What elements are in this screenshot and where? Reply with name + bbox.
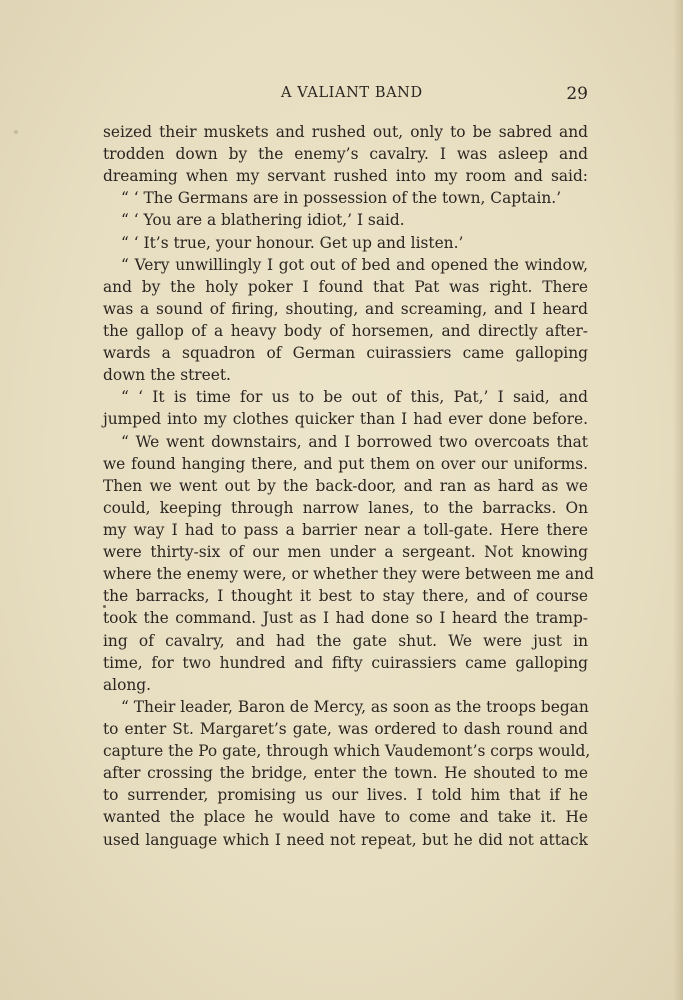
text-line: and by the holy poker I found that Pat was right. There (103, 277, 588, 296)
text-line: took the command. Just as I had done so I heard the tramp- (103, 609, 588, 628)
text-line: dreaming when my servant rushed into my room and said: (103, 167, 588, 186)
text-line: the gallop of a heavy body of horsemen, and directly after- (103, 321, 588, 340)
text-line: “ ‘ It is time for us to be out of this, Pat,’ I said, and (121, 388, 588, 407)
body-text (103, 121, 594, 851)
text-line: were thirty-six of our men under a sergeant. Not knowing (103, 543, 588, 562)
text-line: we found hanging there, and put them on over our uniforms. (103, 454, 588, 473)
text-line: down the street. (103, 366, 231, 385)
page-edge-shadow (673, 0, 683, 1000)
text-line: my way I had to pass a barrier near a toll-gate. Here there (103, 520, 588, 539)
text-line: to enter St. Margaret’s gate, was ordered to dash round and (103, 719, 588, 738)
text-line: ing of cavalry, and had the gate shut. We were just in (103, 631, 588, 650)
running-header (103, 85, 588, 109)
ink-speck (103, 605, 106, 608)
text-line: was a sound of firing, shouting, and screaming, and I heard (103, 299, 588, 318)
text-line: “ We went downstairs, and I borrowed two overcoats that (121, 432, 588, 451)
paper-speck (14, 130, 18, 134)
text-line: used language which I need not repeat, but he did not attack (103, 830, 588, 849)
text-line: “ Very unwillingly I got out of bed and opened the window, (121, 255, 588, 274)
text-line: to surrender, promising us our lives. I told him that if he (103, 786, 588, 805)
text-line: wanted the place he would have to come and take it. He (103, 808, 588, 827)
text-line: time, for two hundred and fifty cuirassiers came galloping (103, 653, 588, 672)
text-line: trodden down by the enemy’s cavalry. I was asleep and (103, 145, 588, 164)
text-line: could, keeping through narrow lanes, to the barracks. On (103, 498, 588, 517)
text-line: where the enemy were, or whether they were between me and (103, 565, 594, 584)
text-line: along. (103, 675, 152, 694)
text-line: the barracks, I thought it best to stay there, and of course (103, 587, 588, 606)
text-line: after crossing the bridge, enter the town. He shouted to me (103, 764, 588, 783)
text-line: capture the Po gate, through which Vaudemont’s corps would, (103, 742, 591, 761)
text-line: “ ‘ You are a blathering idiot,’ I said. (121, 211, 405, 230)
text-line: “ ‘ The Germans are in possession of the town, Captain.’ (121, 189, 562, 208)
text-line: “ Their leader, Baron de Mercy, as soon as the troops began (121, 697, 589, 716)
text-line: “ ‘ It’s true, your honour. Get up and listen.’ (121, 233, 464, 252)
page-number: 29 (566, 84, 588, 104)
text-line: Then we went out by the back-door, and ran as hard as we (103, 476, 588, 495)
text-line: seized their muskets and rushed out, only to be sabred and (103, 123, 588, 141)
text-line: wards a squadron of German cuirassiers came galloping (103, 344, 588, 363)
running-title: A VALIANT BAND (281, 85, 423, 101)
text-line: jumped into my clothes quicker than I had ever done before. (103, 410, 588, 429)
